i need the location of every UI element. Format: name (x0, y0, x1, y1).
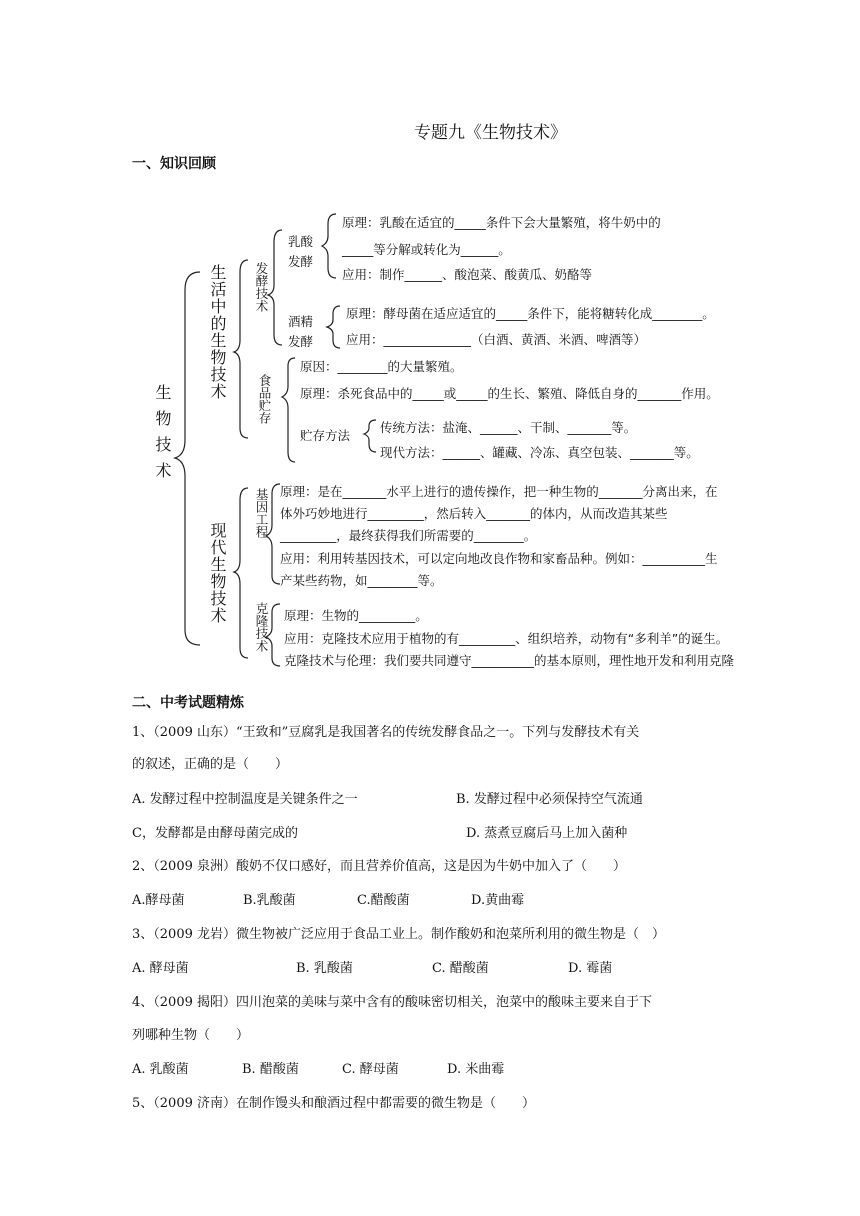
question-1-line-1: 1、（2009 山东）“王致和”豆腐乳是我国著名的传统发酵食品之一。下列与发酵技术有关 (132, 725, 640, 740)
question-4-option-b: B. 醋酸菌 (242, 1062, 299, 1077)
section-heading-review: 一、知识回顾 (132, 156, 216, 172)
question-1-option-c: C，发酵都是由酵母菌完成的 (132, 826, 298, 841)
question-1-option-a: A. 发酵过程中控制温度是关键条件之一 (132, 792, 358, 807)
storage-modern: 现代方法：______、罐藏、冷冻、真空包装、_______等。 (380, 445, 699, 460)
root-label: 生物技术 (153, 384, 172, 488)
clone-technology-label: 克隆技术 (254, 602, 269, 652)
lactic-principle-1: 原理：乳酸在适宜的_____条件下会大量繁殖，将牛奶中的 (342, 215, 661, 230)
question-2-option-a: A.酵母菌 (132, 893, 185, 908)
question-1-option-b: B. 发酵过程中必须保持空气流通 (456, 792, 643, 807)
storage-label: 贮存方法 (300, 428, 351, 443)
lactic-application: 应用：制作______、酸泡菜、酸黄瓜、奶酪等 (342, 267, 593, 282)
section-heading-exam: 二、中考试题精炼 (132, 695, 244, 711)
page-title: 专题九《生物技术》 (414, 123, 567, 143)
storage-brace (364, 420, 376, 452)
question-1-option-d: D. 蒸煮豆腐后马上加入菌种 (466, 826, 628, 841)
question-4-line-2: 列哪种生物（ ） (132, 1028, 250, 1043)
question-4-option-a: A. 乳酸菌 (132, 1062, 189, 1077)
lactic-label-line1: 乳酸 (288, 234, 314, 249)
gene-line-4: 应用：利用转基因技术，可以定向地改良作物和家畜品种。例如：__________生 (280, 551, 718, 566)
clone-line-2: 应用：克隆技术应用于植物的有_________、组织培养，动物有“多利羊”的诞生。 (284, 631, 729, 646)
alcohol-label-line2: 发酵 (288, 334, 314, 349)
food-cause: 原因：________的大量繁殖。 (300, 359, 463, 374)
question-4-line-1: 4、（2009 揭阳）四川泡菜的美味与菜中含有的酸味密切相关，泡菜中的酸味主要来自于下 (132, 995, 652, 1010)
question-3-option-c: C. 醋酸菌 (432, 961, 489, 976)
food-brace (282, 358, 295, 462)
lactic-principle-2: _____等分解或转化为______。 (342, 242, 511, 257)
life-brace (234, 260, 248, 438)
food-storage-label: 食品贮存 (257, 374, 272, 424)
storage-traditional: 传统方法：盐淹、______、干制、_______等。 (380, 420, 637, 435)
question-3-option-a: A. 酵母菌 (132, 961, 189, 976)
alcohol-application: 应用：______________（白酒、黄酒、米酒、啤酒等） (346, 332, 647, 347)
question-3-option-d: D. 霉菌 (568, 961, 613, 976)
gene-engineering-label: 基因工程 (254, 488, 269, 538)
root-brace (175, 272, 200, 645)
clone-line-1: 原理：生物的_________。 (284, 608, 428, 623)
alcohol-principle: 原理：酵母菌在适应适宜的_____条件下，能将糖转化成________。 (346, 306, 715, 321)
gene-line-5: 产某些药物，如________等。 (280, 573, 443, 588)
question-1-line-2: 的叙述，正确的是（ ） (132, 757, 289, 772)
question-4-option-c: C. 酵母菌 (342, 1062, 399, 1077)
fermentation-brace (268, 230, 282, 345)
lactic-brace (322, 214, 336, 278)
alcohol-brace (327, 306, 340, 348)
question-5: 5、（2009 济南）在制作馒头和酿酒过程中都需要的微生物是（ ） (132, 1096, 535, 1111)
modern-brace (234, 488, 248, 658)
clone-line-3: 克隆技术与伦理：我们要共同遵守__________的基本原则，理性地开发和利用克隆 (284, 653, 735, 668)
question-4-option-d: D. 米曲霉 (447, 1062, 505, 1077)
gene-line-3: _________，最终获得我们所需要的________。 (280, 528, 537, 543)
alcohol-label-line1: 酒精 (288, 314, 314, 329)
question-3: 3、（2009 龙岩）微生物被广泛应用于食品工业上。制作酸奶和泡菜所利用的微生物是（ ） (132, 927, 665, 942)
gene-line-1: 原理：是在_______水平上进行的遗传操作，把一种生物的_______分离出来，在 (280, 484, 718, 499)
question-2-option-d: D.黄曲霉 (471, 893, 525, 908)
question-3-option-b: B. 乳酸菌 (296, 961, 353, 976)
gene-line-2: 体外巧妙地进行_________，然后转入_______的体内，从而改造其某些 (280, 506, 668, 521)
food-principle: 原理：杀死食品中的_____或_____的生长、繁殖、降低自身的_______作用。 (300, 386, 719, 401)
question-2-option-b: B.乳酸菌 (243, 893, 296, 908)
fermentation-label: 发酵技术 (254, 262, 269, 312)
lactic-label-line2: 发酵 (288, 254, 314, 269)
question-2-option-c: C.醋酸菌 (357, 893, 410, 908)
branch-modern-label: 现代生物技术 (208, 522, 227, 624)
question-2: 2、（2009 泉洲）酸奶不仅口感好，而且营养价值高，这是因为牛奶中加入了（ ） (132, 859, 626, 874)
branch-life-label: 生活中的生物技术 (208, 264, 227, 400)
